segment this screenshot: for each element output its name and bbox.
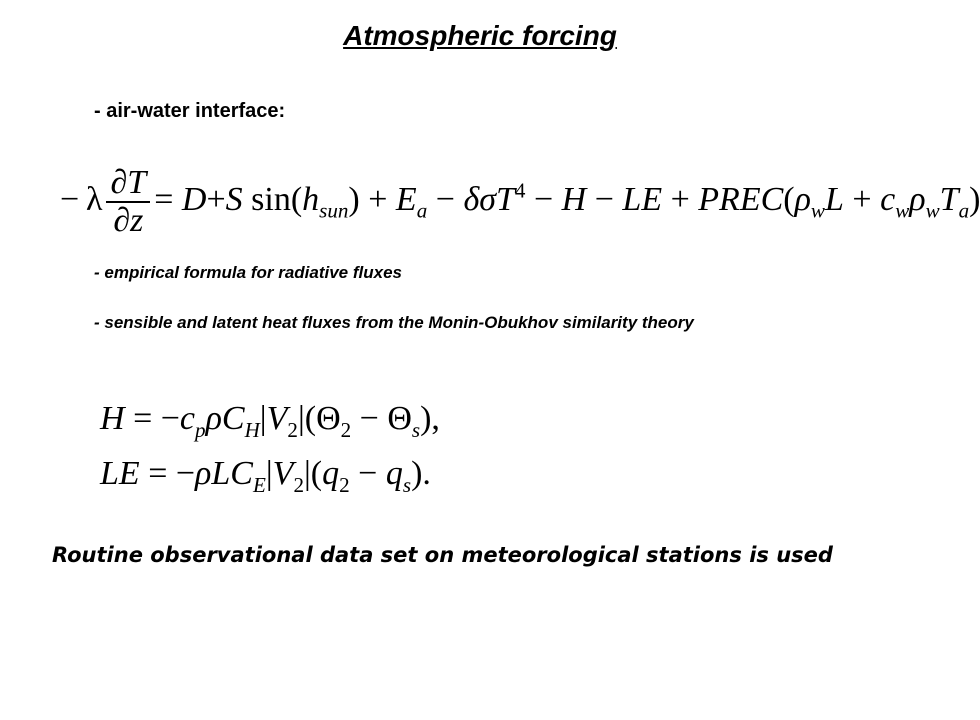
slide-title: Atmospheric forcing bbox=[343, 20, 617, 51]
conclusion-text: Routine observational data set on meteorological stations is used bbox=[52, 543, 833, 567]
sensible-heat-equation: $H = -c_p\rho C_H|V_2|(\Theta_2 - \Theta_s)$, bbox=[100, 400, 440, 442]
latent-heat-equation: LE = $-\rho LC_E|V_2|(q_2 - q_s)$. bbox=[100, 455, 431, 497]
slide-subtitle: - air-water interface: bbox=[94, 100, 286, 122]
heat-balance-equation: − λ $\frac{\partial T}{\partial z}$ = D+S $\sin(h_{sun}) + E_a - \delta\sigma T^4 - H$ − LE + $PREC(\rho_wL + c_w\rho_wT_a)$ bbox=[60, 164, 980, 239]
bullet-heat-fluxes: - sensible and latent heat fluxes from the Monin-Obukhov similarity theory bbox=[94, 313, 694, 332]
bullet-radiative: - empirical formula for radiative fluxes bbox=[94, 263, 402, 282]
